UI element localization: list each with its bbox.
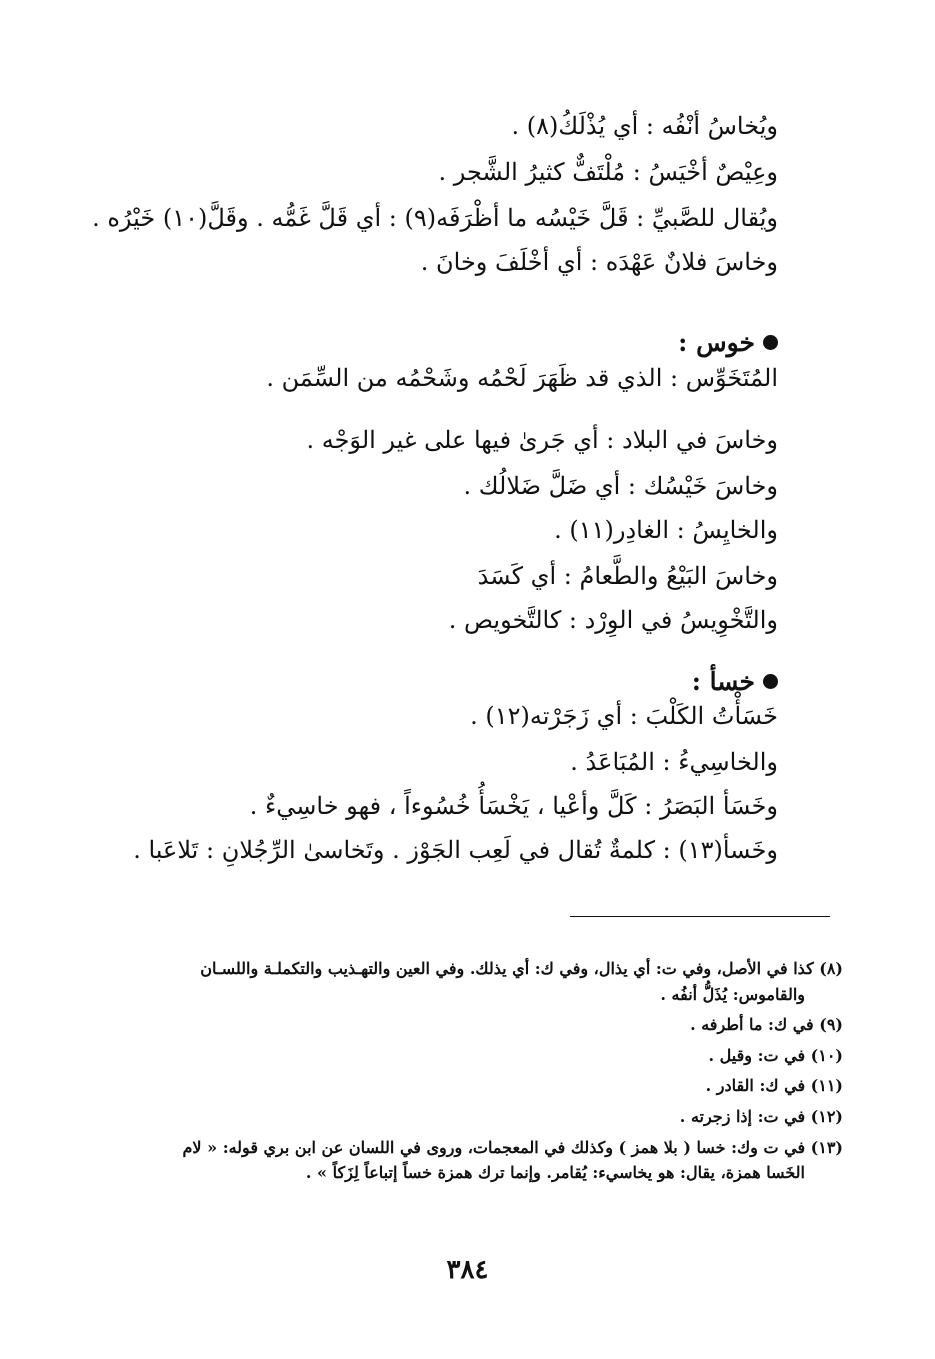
root-heading-text: خوس :	[678, 327, 755, 357]
entry-line: والتَّخْوِيسُ في الوِرْد : كالتَّخويص .	[448, 606, 778, 634]
footnote-text: (١٢) في ت: إذا زجرته .	[679, 1106, 843, 1126]
entry-line: وعِيْصٌ أخْيَسُ : مُلْتَفٌّ كثيرُ الشَّجر .	[438, 158, 778, 186]
bullet-icon	[763, 335, 778, 350]
entry-section-2	[138, 320, 778, 650]
footnote	[103, 958, 843, 1005]
entry-line: وخاسَ فلانٌ عَهْدَه : أي أخْلَفَ وخانَ .	[420, 248, 778, 276]
footnote-text: (١٣) في ت وك: خسا ( بلا همز ) وكذلك في المعجمات، وروى في اللسان عن ابن بري قوله: « لام	[182, 1137, 843, 1157]
entry-line: وخَسأ(١٣) : كلمةٌ تُقال في لَعِب الجَوْز . وتَخاسىٰ الرِّجُلانِ : تَلاعَبا .	[133, 836, 778, 864]
entry-line: خَسَأْتُ الكَلْبَ : أي زَجَرْته(١٢) .	[470, 702, 778, 730]
bullet-icon	[763, 674, 778, 689]
entry-line: وخاسَ في البلاد : أي جَرىٰ فيها على غير الوَجْه .	[306, 426, 778, 454]
footnote	[103, 1137, 843, 1184]
footnote-continuation: الخَسا همزة، يقال: هو يخاسيء: يُقامر. وإنما ترك همزة خساً إتباعاً لِزَكاً » .	[305, 1163, 805, 1183]
footnote-text: (٨) كذا في الأصل، وفي ت: أي يذال، وفي ك: أي يذلك. وفي العين والتهـذيب والتكملـة واللسـان	[200, 959, 843, 978]
footnote-text: (٩) في ك: ما أطرفه .	[690, 1015, 843, 1035]
footnote-continuation: والقاموس: يُذَلُّ أنفُه .	[660, 984, 805, 1004]
entry-line: وخَسَأ البَصَرُ : كَلَّ وأعْيا ، يَخْسَأُ خُسُوءاً ، فهو خاسِيءٌ .	[249, 792, 778, 820]
root-heading-khsa	[138, 660, 778, 702]
entry-section-1	[92, 112, 778, 292]
root-heading-khws	[138, 320, 778, 364]
entry-section-3	[133, 660, 778, 880]
page-number: ٣٨٤	[446, 1255, 489, 1285]
footnote-text: (١١) في ك: القادر .	[705, 1076, 843, 1096]
footnote	[103, 1106, 843, 1128]
entry-line: وخاسَ خَيْسُك : أي ضَلَّ ضَلالُك .	[463, 472, 778, 500]
footnote-text: (١٠) في ت: وقيل .	[708, 1045, 843, 1065]
entry-line: ويُقال للصَّبيِّ : قَلَّ خَيْسُه ما أظْرَفَه(٩) : أي قَلَّ غَمُّه . وقَلَّ(١٠) خَيْرُه .	[92, 204, 778, 232]
footnote	[103, 1014, 843, 1036]
entry-line: والخاسِيءُ : المُبَاعَدُ .	[570, 748, 778, 776]
entry-line: والخايِسُ : الغادِر(١١) .	[554, 516, 778, 544]
footnote	[103, 1075, 843, 1097]
root-heading-text: خسأ :	[691, 666, 755, 696]
footnote	[103, 1045, 843, 1067]
footnotes	[103, 958, 843, 1193]
entry-line: المُتَخَوِّس : الذي قد ظَهَرَ لَحْمُه وشَحْمُه من السِّمَن .	[266, 364, 778, 392]
entry-line: ويُخاسُ أنْفُه : أي يُذْلَكُ(٨) .	[511, 112, 778, 140]
entry-line: وخاسَ البَيْعُ والطَّعامُ : أي كَسَدَ	[477, 562, 778, 590]
footnote-divider	[570, 916, 830, 917]
